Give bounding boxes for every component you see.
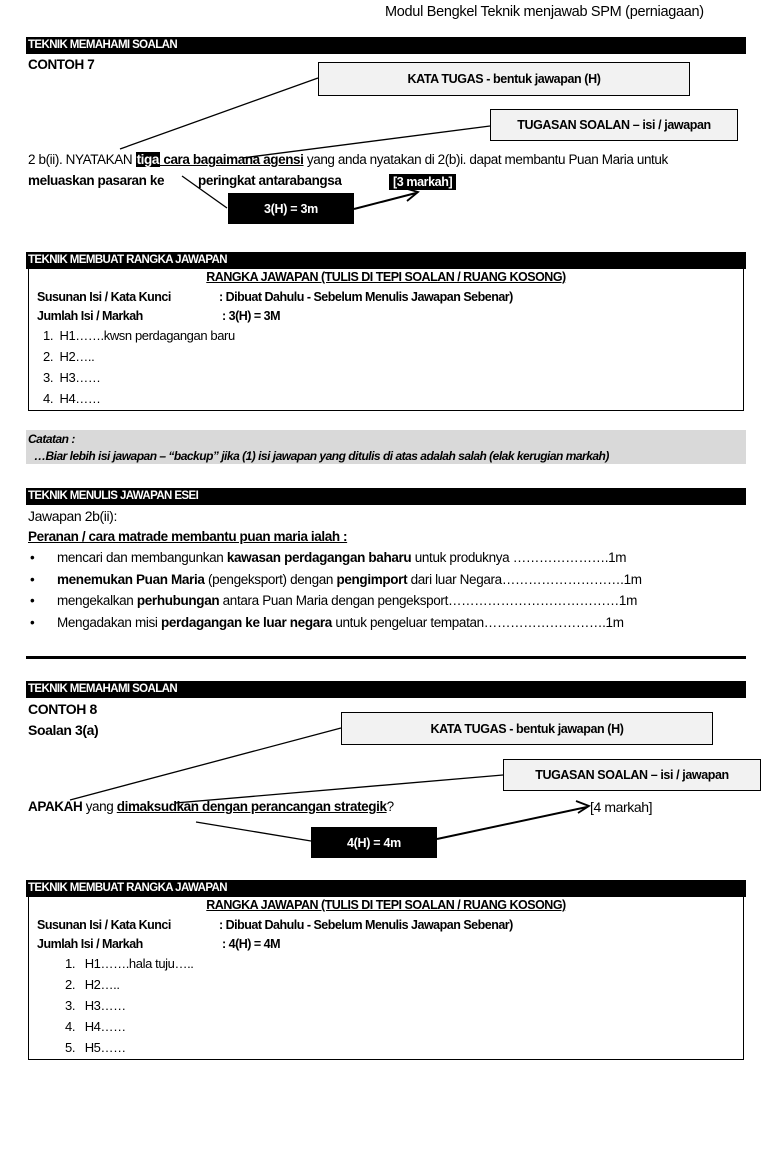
note-label: Catatan : [28, 432, 75, 446]
question-rest: yang anda nyatakan di 2(b)i. dapat membantu Puan Maria untuk [303, 152, 668, 167]
question-3a: APAKAH yang dimaksudkan dengan perancangan strategik? [28, 799, 394, 814]
connector-line [196, 822, 311, 841]
rangka-heading: RANGKA JAWAPAN (TULIS DI TEPI SOALAN / RUANG KOSONG) [206, 270, 566, 284]
jumlah-value: : 3(H) = 3M [222, 309, 281, 323]
list-item: 4. H4…… [65, 1019, 126, 1034]
question-2bii-line2b: peringkat antarabangsa [198, 173, 342, 188]
susunan-label: Susunan Isi / Kata Kunci [37, 918, 171, 932]
answer-label: Jawapan 2b(ii): [28, 508, 117, 524]
bullet-icon: • [30, 572, 35, 587]
example-label-8: CONTOH 8 [28, 701, 97, 717]
list-item: 1. H1…….hala tuju….. [65, 956, 194, 971]
question-2bii-line2a: meluaskan pasaran ke [28, 173, 165, 188]
arrow-line [437, 807, 587, 839]
bullet-icon: • [30, 593, 35, 608]
list-item: 2. H2….. [43, 349, 95, 364]
catatan-note-box [26, 430, 746, 464]
jumlah-label: Jumlah Isi / Markah [37, 309, 143, 323]
susunan-label: Susunan Isi / Kata Kunci [37, 290, 171, 304]
rangka-jawapan-frame-1 [28, 269, 744, 411]
jumlah-label: Jumlah Isi / Markah [37, 937, 143, 951]
susunan-value: : Dibuat Dahulu - Sebelum Menulis Jawapan Sebenar) [219, 290, 513, 304]
question-task-underlined: cara bagaimana agensi [159, 152, 304, 167]
section-bar-memahami-soalan-1: TEKNIK MEMAHAMI SOALAN [26, 37, 746, 54]
bullet-icon: • [30, 550, 35, 565]
section-bar-memahami-soalan-2: TEKNIK MEMAHAMI SOALAN [26, 681, 746, 698]
example-label-7: CONTOH 7 [28, 57, 95, 72]
list-item: 5. H5…… [65, 1040, 126, 1055]
kata-tugas-callout-2: KATA TUGAS - bentuk jawapan (H) [341, 712, 713, 745]
section-bar-jawapan-esei: TEKNIK MENULIS JAWAPAN ESEI [26, 488, 746, 505]
question-ref: Soalan 3(a) [28, 722, 99, 738]
bullet-icon: • [30, 615, 35, 630]
arrow-head-icon [576, 801, 589, 813]
document-header-title: Modul Bengkel Teknik menjawab SPM (perniagaan) [385, 4, 704, 20]
keyword-highlight-tiga: tiga [136, 152, 159, 167]
list-item: 4. H4…… [43, 391, 101, 406]
arrow-line [354, 193, 416, 209]
list-item: 1. H1…….kwsn perdagangan baru [43, 328, 235, 343]
marks-label-4: [4 markah] [590, 799, 653, 815]
answer-intro: Peranan / cara matrade membantu puan maria ialah : [28, 529, 348, 544]
tugasan-soalan-callout-2: TUGASAN SOALAN – isi / jawapan [503, 759, 761, 791]
rangka-jawapan-frame-2 [28, 897, 744, 1060]
question-task-underlined: dimaksudkan dengan perancangan strategik [116, 799, 387, 814]
answer-count-box-4h: 4(H) = 4m [311, 827, 437, 858]
section-bar-rangka-jawapan-1: TEKNIK MEMBUAT RANGKA JAWAPAN [26, 252, 746, 269]
connector-line [120, 78, 318, 149]
list-item: 3. H3…… [43, 370, 101, 385]
note-text: …Biar lebih isi jawapan – “backup” jika (1) isi jawapan yang ditulis di atas adalah salah (elak kerugian markah) [34, 449, 609, 463]
question-2bii-line1 [28, 152, 668, 167]
answer-count-box-3h: 3(H) = 3m [228, 193, 354, 224]
list-item: 3. H3…… [65, 998, 126, 1013]
tugasan-soalan-callout: TUGASAN SOALAN – isi / jawapan [490, 109, 738, 141]
connector-line [70, 728, 341, 800]
marks-badge-3: [3 markah] [389, 174, 456, 190]
rangka-heading: RANGKA JAWAPAN (TULIS DI TEPI SOALAN / RUANG KOSONG) [206, 898, 566, 912]
jumlah-value: : 4(H) = 4M [222, 937, 281, 951]
question-prefix: 2 b(ii). NYATAKAN [28, 152, 136, 167]
list-item: 2. H2….. [65, 977, 120, 992]
question-keyword: APAKAH [28, 799, 83, 814]
section-bar-rangka-jawapan-2: TEKNIK MEMBUAT RANGKA JAWAPAN [26, 880, 746, 897]
susunan-value: : Dibuat Dahulu - Sebelum Menulis Jawapan Sebenar) [219, 918, 513, 932]
section-divider [26, 656, 746, 659]
kata-tugas-callout: KATA TUGAS - bentuk jawapan (H) [318, 62, 690, 96]
